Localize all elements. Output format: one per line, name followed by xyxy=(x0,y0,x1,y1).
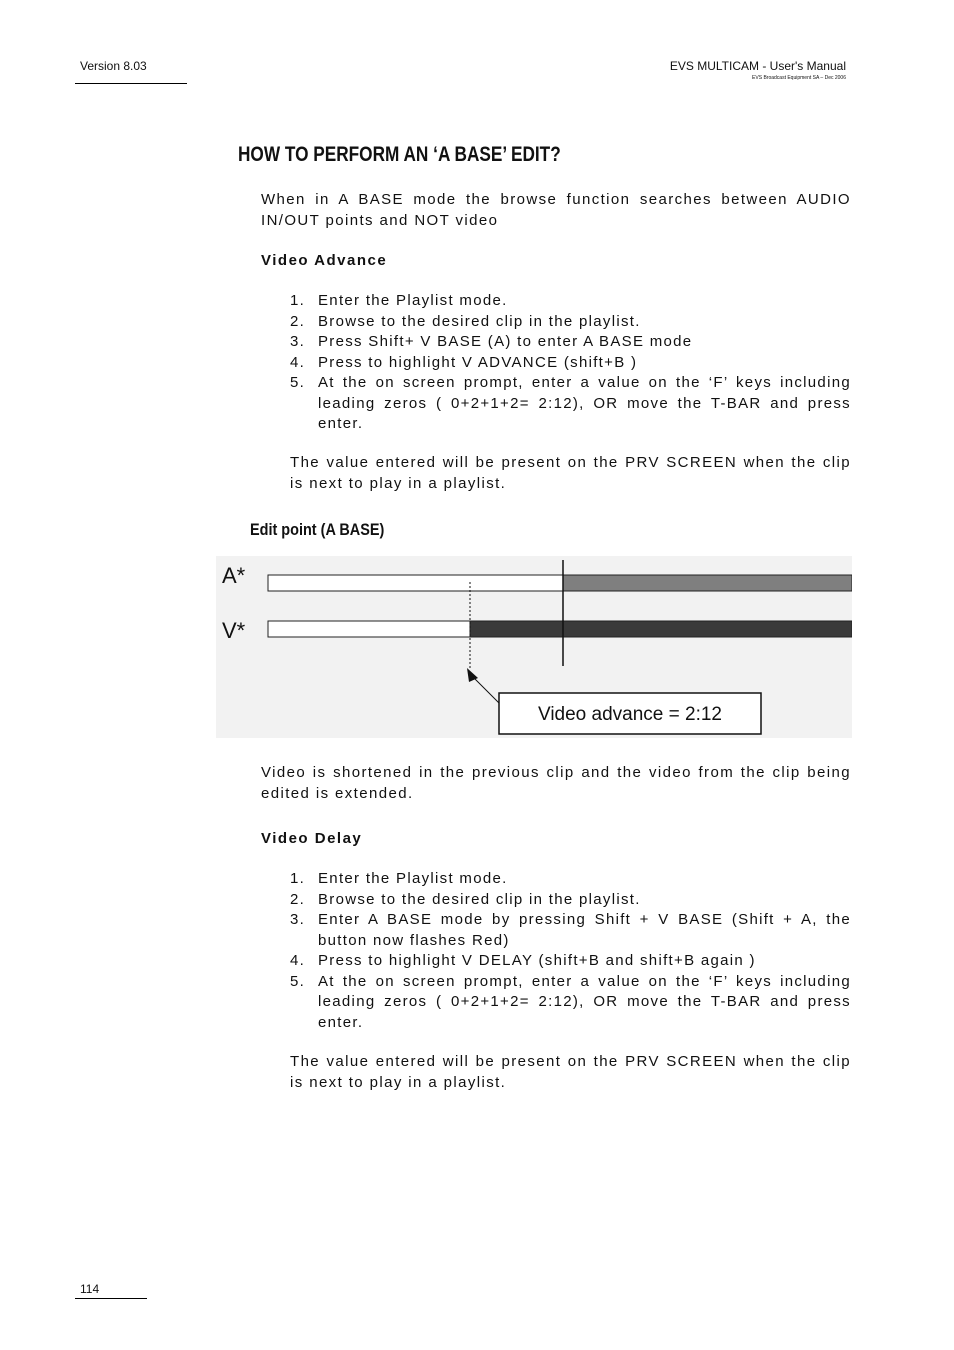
step-text: Press to highlight V DELAY (shift+B and shift+B again ) xyxy=(318,952,756,969)
step-text: At the on screen prompt, enter a value on the ‘F’ keys including leading zeros ( 0+2+1+2= 2:12), OR move the T-BAR and press enter. xyxy=(318,972,851,1031)
step-number: 2. xyxy=(290,890,306,908)
step-number: 5. xyxy=(290,374,306,391)
step-text: At the on screen prompt, enter a value on the ‘F’ keys including leading zeros ( 0+2+1+2= 2:12), OR move the T-BAR and press enter. xyxy=(318,374,851,432)
callout-text: Video advance = 2:12 xyxy=(538,704,722,725)
list-item xyxy=(290,910,851,951)
step-text: Browse to the desired clip in the playlist. xyxy=(318,312,641,330)
step-number: 4. xyxy=(290,952,306,969)
edit-point-title: Edit point (A BASE) xyxy=(250,520,385,539)
list-item xyxy=(290,291,851,312)
video-advance-note: The value entered will be present on the PRV SCREEN when the clip is next to play in a playlist. xyxy=(290,454,851,492)
header-rule-left xyxy=(75,83,187,84)
header-manual-title: EVS MULTICAM - User's Manual xyxy=(669,59,846,73)
page-number: 114 xyxy=(80,1282,100,1296)
audio-track-previous-clip xyxy=(268,575,563,591)
footer-rule xyxy=(75,1298,147,1299)
step-number: 5. xyxy=(290,972,306,990)
section-title: HOW TO PERFORM AN ‘A BASE’ EDIT? xyxy=(238,143,561,166)
step-number: 3. xyxy=(290,911,306,928)
intro-paragraph: When in A BASE mode the browse function searches between AUDIO IN/OUT points and NOT video xyxy=(261,191,851,229)
step-text: Press Shift+ V BASE (A) to enter A BASE mode xyxy=(318,333,693,350)
list-item xyxy=(290,373,851,435)
audio-track-edited-clip xyxy=(563,575,852,591)
video-track-previous-clip xyxy=(268,621,470,637)
video-delay-steps xyxy=(290,869,851,1033)
list-item xyxy=(290,951,851,972)
step-number: 1. xyxy=(290,870,306,887)
edit-point-caption: Video is shortened in the previous clip and the video from the clip being edited is extended. xyxy=(261,764,851,802)
video-advance-steps xyxy=(290,291,851,435)
step-number: 4. xyxy=(290,353,306,371)
list-item xyxy=(290,869,851,890)
list-item xyxy=(290,332,851,353)
track-a-label: A* xyxy=(222,563,246,588)
list-item xyxy=(290,972,851,1034)
list-item xyxy=(290,890,851,911)
step-text: Enter the Playlist mode. xyxy=(318,292,508,309)
step-number: 1. xyxy=(290,292,306,309)
header-company-line: EVS Broadcast Equipment SA – Dec 2006 xyxy=(752,75,846,81)
step-text: Enter the Playlist mode. xyxy=(318,870,508,887)
video-delay-heading: Video Delay xyxy=(261,830,363,847)
track-v-label: V* xyxy=(222,618,246,643)
step-text: Enter A BASE mode by pressing Shift + V BASE (Shift + A, the button now flashes Red) xyxy=(318,911,851,949)
step-text: Press to highlight V ADVANCE (shift+B ) xyxy=(318,353,638,371)
video-track-edited-clip xyxy=(470,621,852,637)
header-version: Version 8.03 xyxy=(80,59,147,73)
edit-point-diagram xyxy=(216,556,852,738)
step-number: 2. xyxy=(290,312,306,330)
list-item xyxy=(290,312,851,333)
video-advance-heading: Video Advance xyxy=(261,252,388,269)
step-number: 3. xyxy=(290,333,306,350)
video-delay-note: The value entered will be present on the PRV SCREEN when the clip is next to play in a playlist. xyxy=(290,1053,851,1091)
step-text: Browse to the desired clip in the playlist. xyxy=(318,890,641,908)
list-item xyxy=(290,353,851,374)
